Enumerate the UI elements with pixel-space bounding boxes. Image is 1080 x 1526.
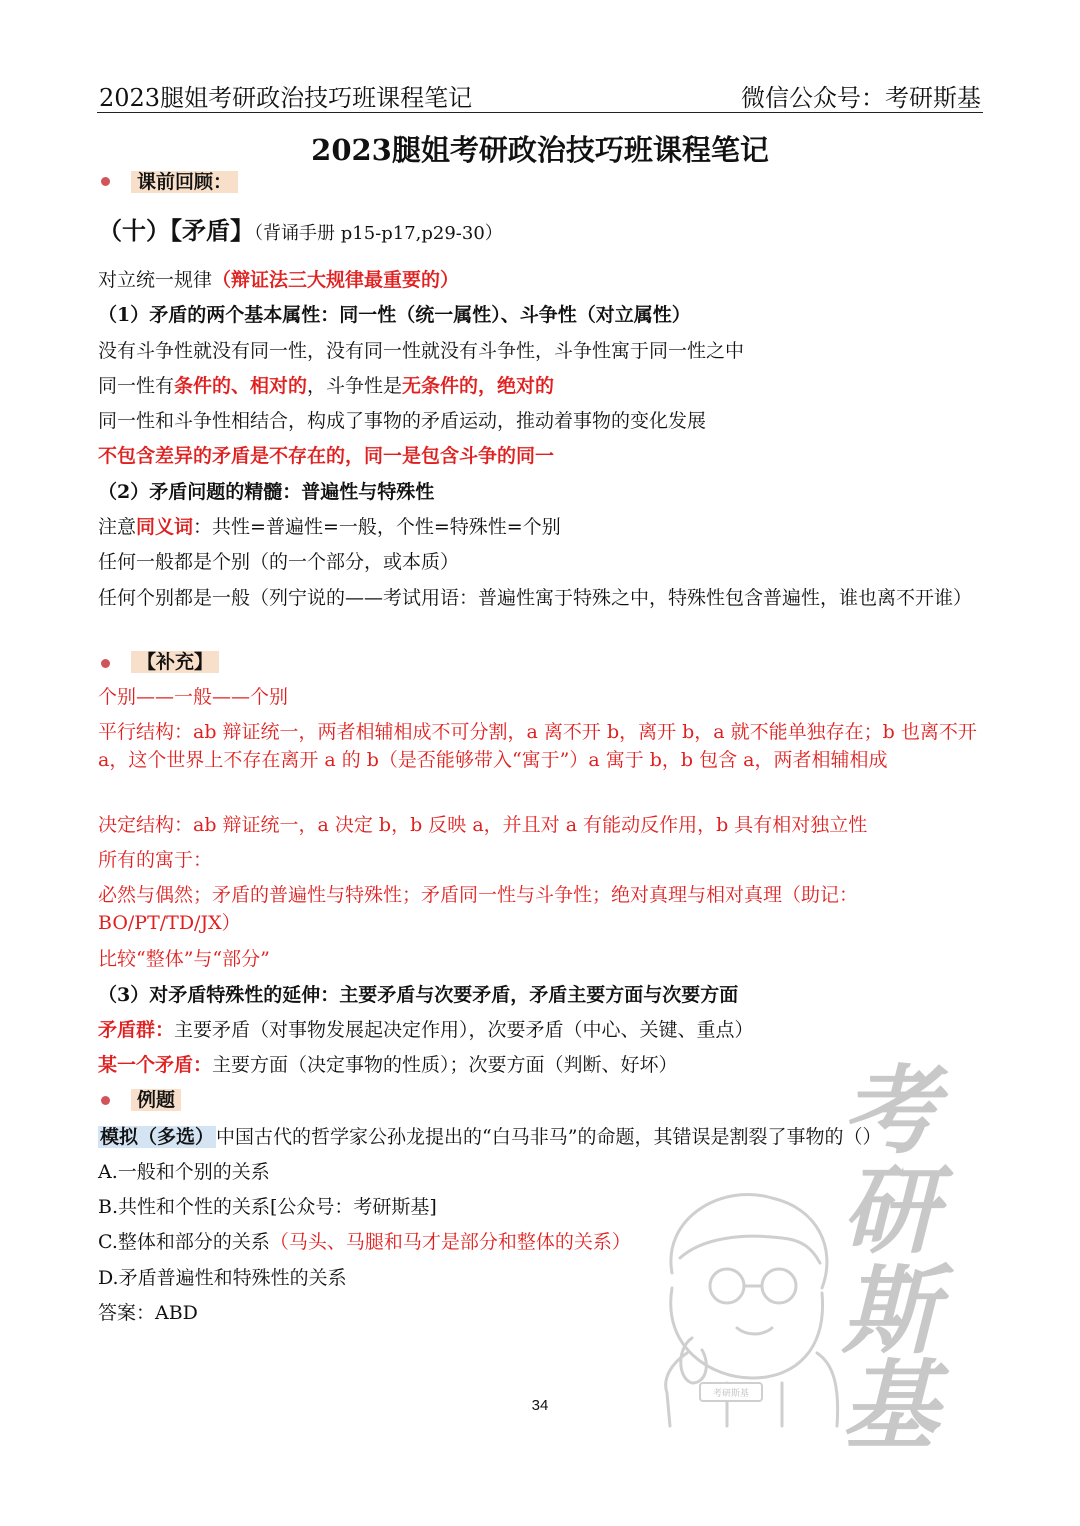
watermark-char-4: 基 <box>842 1349 938 1462</box>
question-tag: 模拟（多选） <box>100 1126 215 1148</box>
p3-l2-b: 主要方面（决定事物的性质）；次要方面（判断、好坏） <box>212 1054 678 1076</box>
p3-l1-b: 主要矛盾（对事物发展起决定作用），次要矛盾（中心、关键、重点） <box>174 1019 754 1041</box>
bullet-icon <box>101 1096 110 1105</box>
watermark-char-3: 斯 <box>842 1254 938 1367</box>
review-heading <box>131 168 984 196</box>
page-number: 34 <box>531 1397 549 1414</box>
header-account: 微信公众号：考研斯基 <box>741 84 981 112</box>
bullet-icon <box>101 177 110 186</box>
supp-line-3: 决定结构：ab 辩证统一，a 决定 b，b 反映 a，并且对 a 有能动反作用，b 具有相对独立性 <box>98 814 868 836</box>
p2-l1-c: ：共性=普遍性=一般，个性=特殊性=个别 <box>193 516 561 538</box>
watermark-figure <box>632 1178 862 1428</box>
p1-line-2 <box>98 372 984 400</box>
option-d: D.矛盾普遍性和特殊性的关系 <box>98 1267 347 1289</box>
review-label: 课前回顾： <box>131 171 238 193</box>
law-line <box>98 266 984 294</box>
p2-line-2: 任何一般都是个别（的一个部分，或本质） <box>98 551 460 573</box>
supp-line-1: 个别——一般——个别 <box>98 686 289 708</box>
bullet-icon <box>101 659 110 668</box>
option-c-text: C.整体和部分的关系 <box>98 1231 270 1253</box>
p1-heading: （1）矛盾的两个基本属性：同一性（统一属性）、斗争性（对立属性） <box>98 304 691 326</box>
supp-line-2: 平行结构：ab 辩证统一，两者相辅相成不可分割，a 离不开 b，离开 b，a 就不能单独存在；b 也离不开 a，这个世界上不存在离开 a 的 b（是否能够带入“寓于”）a 寓于 b，b 包含 a，两者相辅相成 <box>98 721 977 771</box>
p1-l2-a: 同一性有 <box>98 375 175 397</box>
p1-line-4: 不包含差异的矛盾是不存在的，同一是包含斗争的同一 <box>98 445 555 467</box>
option-b: B.共性和个性的关系[公众号：考研斯基] <box>98 1196 437 1218</box>
question-text: 中国古代的哲学家公孙龙提出的“白马非马”的命题，其错误是割裂了事物的（） <box>216 1126 882 1148</box>
watermark-badge: 考研斯基 <box>712 1389 750 1399</box>
page-title: 2023腿姐考研政治技巧班课程笔记 <box>311 133 769 167</box>
topic-main: （十）【矛盾】 <box>98 216 254 245</box>
p2-line-3: 任何个别都是一般（列宁说的——考试用语：普遍性寓于特殊之中，特殊性包含普遍性，谁也离不开谁） <box>98 587 973 609</box>
supp-line-5: 必然与偶然；矛盾的普遍性与特殊性；矛盾同一性与斗争性；绝对真理与相对真理（助记：BO/PT/TD/JX） <box>98 884 859 934</box>
p2-l1-a: 注意 <box>98 516 137 538</box>
p1-line-1: 没有斗争性就没有同一性，没有同一性就没有斗争性，斗争性寓于同一性之中 <box>98 340 745 362</box>
running-header <box>97 74 983 113</box>
topic-heading <box>98 214 984 251</box>
p2-line-1 <box>98 513 984 541</box>
p1-l2-b: 条件的、相对的 <box>174 375 308 397</box>
p1-l2-d: 无条件的，绝对的 <box>402 375 555 397</box>
p3-l1-a: 矛盾群： <box>98 1019 175 1041</box>
p1-l2-c: ，斗争性是 <box>307 375 403 397</box>
supp-line-6: 比较“整体”与“部分” <box>98 948 270 970</box>
p1-line-3: 同一性和斗争性相结合，构成了事物的矛盾运动，推动着事物的变化发展 <box>98 410 707 432</box>
law-text: 对立统一规律 <box>98 269 213 291</box>
law-note: （辩证法三大规律最重要的） <box>212 269 460 291</box>
p2-l1-b: 同义词 <box>136 516 194 538</box>
p2-heading: （2）矛盾问题的精髓：普遍性与特殊性 <box>98 481 435 503</box>
header-title: 2023腿姐考研政治技巧班课程笔记 <box>99 84 473 112</box>
example-label: 例题 <box>131 1089 181 1111</box>
watermark-char-1: 考 <box>842 1054 938 1167</box>
p3-heading: （3）对矛盾特殊性的延伸：主要矛盾与次要矛盾，矛盾主要方面与次要方面 <box>98 984 739 1006</box>
option-c-note: （马头、马腿和马才是部分和整体的关系） <box>269 1231 631 1253</box>
p3-l2-a: 某一个矛盾： <box>98 1054 213 1076</box>
supplement-label: 【补充】 <box>131 651 219 673</box>
answer: 答案：ABD <box>98 1302 198 1324</box>
option-a: A.一般和个别的关系 <box>98 1161 270 1183</box>
topic-ref: （背诵手册 p15-p17,p29-30） <box>254 223 503 244</box>
supp-line-4: 所有的寓于： <box>98 849 213 871</box>
supplement-heading <box>131 648 984 676</box>
watermark-char-2: 研 <box>842 1154 938 1267</box>
